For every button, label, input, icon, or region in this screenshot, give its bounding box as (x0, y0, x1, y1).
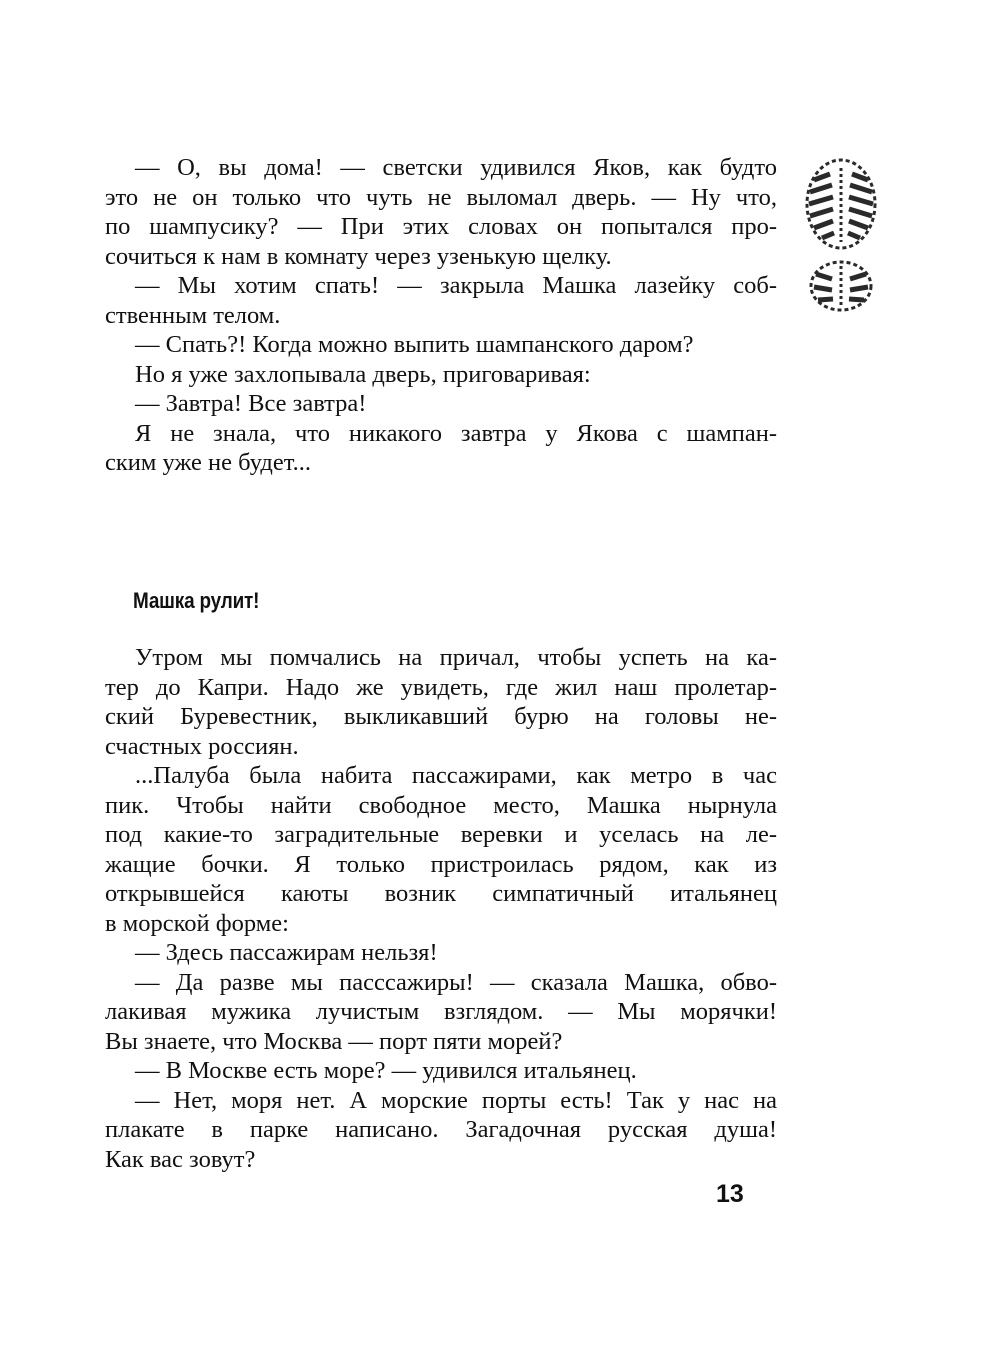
bottom-paragraph-line: Утром мы помчались на причал, чтобы успеть на ка- (135, 644, 777, 671)
bottom-paragraph-line: Вы знаете, что Москва — порт пяти морей? (105, 1027, 563, 1055)
bottom-paragraph-line: — В Москве есть море? — удивился итальянец. (135, 1057, 637, 1084)
bottom-paragraph-line: ский Буревестник, выкликавший бурю на головы не- (105, 703, 777, 730)
bottom-paragraph-line: лакивая мужика лучистым взглядом. — Мы морячки! (105, 998, 777, 1025)
bottom-paragraph-line: ...Палуба была набита пассажирами, как метро в час (135, 762, 777, 789)
top-paragraphs (105, 153, 777, 478)
bottom-paragraph-line: жащие бочки. Я только пристроилась рядом, как из (105, 850, 777, 878)
top-paragraph-line: Я не знала, что никакого завтра у Якова с шампан- (135, 419, 777, 447)
bottom-paragraph-line: открывшейся каюты возник симпатичный итальянец (105, 880, 777, 907)
top-paragraph-line: это не он только что чуть не выломал дверь. — Ну что, (105, 183, 777, 211)
bottom-paragraph-line: тер до Капри. Надо же увидеть, где жил наш пролетар- (105, 673, 777, 701)
bottom-paragraph-line: Как вас зовут? (105, 1145, 256, 1173)
heel-print (811, 262, 871, 310)
top-paragraph-line: — Завтра! Все завтра! (135, 390, 367, 417)
bottom-paragraph-line: — Нет, моря нет. А морские порты есть! Так у нас на (135, 1086, 777, 1114)
top-paragraph-line: Но я уже захлопывала дверь, приговаривая: (135, 360, 591, 388)
bottom-paragraph-line: — Да разве мы пасссажиры! — сказала Машка, обво- (135, 968, 777, 996)
top-paragraph-line: по шампусику? — При этих словах он попытался про- (105, 213, 777, 240)
bottom-paragraph-line: пик. Чтобы найти свободное место, Машка нырнула (105, 791, 777, 819)
top-paragraph-line: — Спать?! Когда можно выпить шампанского даром? (135, 331, 694, 358)
bottom-paragraph-line: счастных россиян. (105, 732, 299, 760)
bottom-paragraph-line: под какие-то заградительные веревки и уселась на ле- (105, 821, 777, 848)
top-paragraph-line: ственным телом. (105, 301, 281, 329)
top-paragraph-line: — Мы хотим спать! — закрыла Машка лазейку соб- (135, 272, 777, 299)
bottom-paragraph-line: плакате в парке написано. Загадочная русская душа! (105, 1116, 777, 1143)
bottom-paragraph-line: — Здесь пассажирам нельзя! (135, 939, 438, 966)
sole-print (807, 160, 875, 248)
chapter-heading: Машка рулит! (133, 588, 260, 613)
top-paragraph-line: ским уже не будет... (105, 449, 311, 476)
bottom-paragraphs (105, 643, 777, 1174)
top-paragraph-line: сочиться к нам в комнату через узенькую щелку. (105, 242, 612, 270)
shoe-footprint-icon (802, 158, 880, 318)
page-number: 13 (716, 1180, 744, 1208)
bottom-paragraph-line: в морской форме: (105, 909, 289, 937)
top-paragraph-line: — О, вы дома! — светски удивился Яков, как будто (135, 154, 777, 181)
